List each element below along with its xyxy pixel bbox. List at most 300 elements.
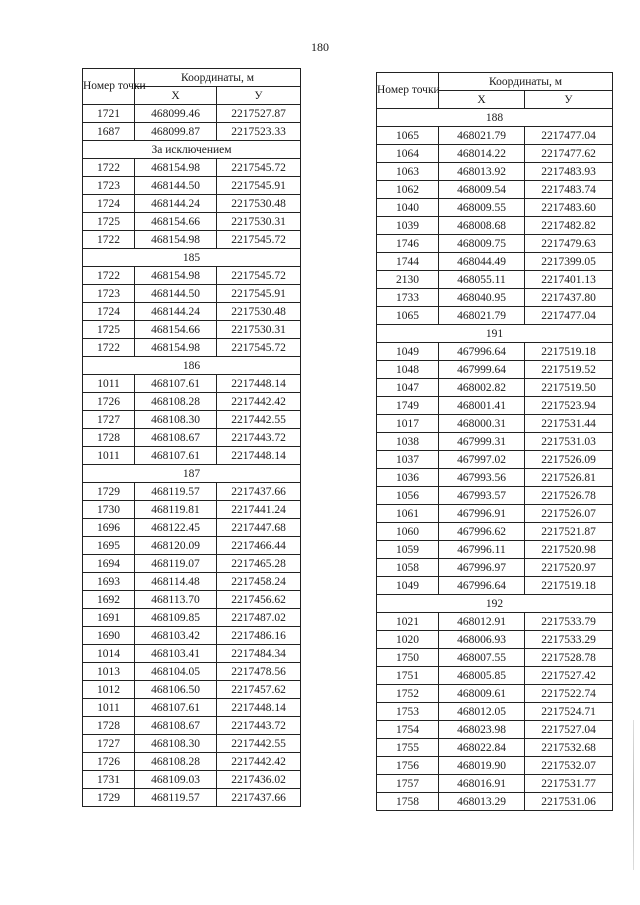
table-row (83, 285, 301, 303)
x-coordinate-cell: 468009.75 (439, 235, 525, 253)
y-coordinate-cell: 2217483.74 (525, 181, 613, 199)
y-coordinate-cell: 2217527.04 (525, 721, 613, 739)
table-row (377, 361, 613, 379)
point-number-cell: 1757 (377, 775, 439, 793)
point-number-cell: 1060 (377, 523, 439, 541)
point-number-cell: 1731 (83, 771, 135, 789)
x-coordinate-cell: 468108.67 (135, 429, 217, 447)
table-row (377, 127, 613, 145)
point-number-cell: 1011 (83, 447, 135, 465)
x-coordinate-cell: 467996.91 (439, 505, 525, 523)
table-row (377, 433, 613, 451)
x-coordinate-cell: 468009.55 (439, 199, 525, 217)
x-coordinate-cell: 468007.55 (439, 649, 525, 667)
page-number: 180 (311, 40, 329, 54)
y-coordinate-cell: 2217448.14 (217, 447, 301, 465)
section-label: 185 (83, 249, 301, 267)
table-row (83, 339, 301, 357)
y-coordinate-cell: 2217478.56 (217, 663, 301, 681)
table-row (83, 447, 301, 465)
section-label: 186 (83, 357, 301, 375)
y-coordinate-cell: 2217526.81 (525, 469, 613, 487)
y-coordinate-cell: 2217466.44 (217, 537, 301, 555)
y-coordinate-cell: 2217436.02 (217, 771, 301, 789)
point-number-cell: 1753 (377, 703, 439, 721)
x-coordinate-cell: 468099.46 (135, 105, 217, 123)
section-row (83, 249, 301, 267)
x-coordinate-cell: 468040.95 (439, 289, 525, 307)
x-column-header: Х (439, 91, 525, 109)
y-coordinate-cell: 2217484.34 (217, 645, 301, 663)
table-row (377, 757, 613, 775)
y-coordinate-cell: 2217447.68 (217, 519, 301, 537)
y-coordinate-cell: 2217545.72 (217, 339, 301, 357)
y-coordinate-cell: 2217437.66 (217, 789, 301, 807)
table-row (83, 483, 301, 501)
table-row (377, 163, 613, 181)
y-coordinate-cell: 2217530.48 (217, 303, 301, 321)
section-row (377, 109, 613, 127)
y-coordinate-cell: 2217523.94 (525, 397, 613, 415)
point-number-cell: 1725 (83, 213, 135, 231)
point-number-cell: 1755 (377, 739, 439, 757)
table-row (83, 501, 301, 519)
x-coordinate-cell: 468002.82 (439, 379, 525, 397)
y-coordinate-cell: 2217532.68 (525, 739, 613, 757)
table-row (83, 645, 301, 663)
table-body (377, 109, 613, 811)
point-number-cell: 1014 (83, 645, 135, 663)
table-row (83, 177, 301, 195)
y-coordinate-cell: 2217457.62 (217, 681, 301, 699)
y-column-header: У (217, 87, 301, 105)
x-coordinate-cell: 467997.02 (439, 451, 525, 469)
x-coordinate-cell: 468154.66 (135, 213, 217, 231)
y-coordinate-cell: 2217487.02 (217, 609, 301, 627)
x-coordinate-cell: 468104.05 (135, 663, 217, 681)
x-coordinate-cell: 468055.11 (439, 271, 525, 289)
x-coordinate-cell: 468109.03 (135, 771, 217, 789)
table-row (377, 739, 613, 757)
x-coordinate-cell: 467996.64 (439, 577, 525, 595)
y-coordinate-cell: 2217545.72 (217, 231, 301, 249)
point-number-cell: 1039 (377, 217, 439, 235)
x-coordinate-cell: 468144.24 (135, 195, 217, 213)
point-number-cell: 1047 (377, 379, 439, 397)
table-row (377, 397, 613, 415)
y-coordinate-cell: 2217520.97 (525, 559, 613, 577)
x-coordinate-cell: 468144.50 (135, 177, 217, 195)
coordinates-header: Координаты, м (135, 69, 301, 87)
coordinates-header: Координаты, м (439, 73, 613, 91)
point-number-cell: 1056 (377, 487, 439, 505)
table-row (83, 267, 301, 285)
point-number-cell: 1036 (377, 469, 439, 487)
x-coordinate-cell: 468109.85 (135, 609, 217, 627)
table-row (83, 105, 301, 123)
y-coordinate-cell: 2217482.82 (525, 217, 613, 235)
table-row (83, 609, 301, 627)
y-coordinate-cell: 2217442.42 (217, 393, 301, 411)
y-coordinate-cell: 2217486.16 (217, 627, 301, 645)
x-coordinate-cell: 468108.30 (135, 411, 217, 429)
point-number-cell: 1725 (83, 321, 135, 339)
x-coordinate-cell: 468021.79 (439, 127, 525, 145)
table-row (377, 487, 613, 505)
table-row (83, 213, 301, 231)
x-coordinate-cell: 467996.64 (439, 343, 525, 361)
point-number-cell: 1723 (83, 177, 135, 195)
section-label: 188 (377, 109, 613, 127)
y-coordinate-cell: 2217527.87 (217, 105, 301, 123)
point-number-cell: 1061 (377, 505, 439, 523)
section-row (83, 357, 301, 375)
x-coordinate-cell: 468006.93 (439, 631, 525, 649)
table-row (83, 735, 301, 753)
y-coordinate-cell: 2217401.13 (525, 271, 613, 289)
y-coordinate-cell: 2217443.72 (217, 717, 301, 735)
x-coordinate-cell: 468120.09 (135, 537, 217, 555)
point-number-cell: 1730 (83, 501, 135, 519)
table-row (83, 555, 301, 573)
section-label: 187 (83, 465, 301, 483)
x-coordinate-cell: 468103.41 (135, 645, 217, 663)
x-coordinate-cell: 468009.54 (439, 181, 525, 199)
x-coordinate-cell: 468107.61 (135, 375, 217, 393)
point-number-cell: 1726 (83, 753, 135, 771)
section-label: 192 (377, 595, 613, 613)
point-number-cell: 1733 (377, 289, 439, 307)
x-coordinate-cell: 468122.45 (135, 519, 217, 537)
point-number-cell: 1038 (377, 433, 439, 451)
x-coordinate-cell: 468044.49 (439, 253, 525, 271)
x-coordinate-cell: 468119.07 (135, 555, 217, 573)
point-number-cell: 1021 (377, 613, 439, 631)
point-number-cell: 1049 (377, 577, 439, 595)
table-row (83, 591, 301, 609)
y-coordinate-cell: 2217545.72 (217, 159, 301, 177)
section-row (377, 325, 613, 343)
section-row (83, 465, 301, 483)
point-number-cell: 1011 (83, 699, 135, 717)
x-coordinate-cell: 468005.85 (439, 667, 525, 685)
x-coordinate-cell: 468119.57 (135, 483, 217, 501)
y-coordinate-cell: 2217437.66 (217, 483, 301, 501)
x-coordinate-cell: 468119.81 (135, 501, 217, 519)
x-coordinate-cell: 468108.67 (135, 717, 217, 735)
x-coordinate-cell: 468114.48 (135, 573, 217, 591)
table-row (377, 667, 613, 685)
point-number-cell: 1048 (377, 361, 439, 379)
table-row (83, 429, 301, 447)
y-coordinate-cell: 2217399.05 (525, 253, 613, 271)
y-coordinate-cell: 2217443.72 (217, 429, 301, 447)
y-coordinate-cell: 2217530.31 (217, 321, 301, 339)
table-row (377, 577, 613, 595)
table-row (83, 771, 301, 789)
table-row (377, 559, 613, 577)
coordinates-table-left (82, 68, 301, 807)
point-number-cell: 1687 (83, 123, 135, 141)
y-coordinate-cell: 2217477.04 (525, 127, 613, 145)
table-row (377, 289, 613, 307)
point-number-cell: 1749 (377, 397, 439, 415)
table-row (377, 253, 613, 271)
y-coordinate-cell: 2217526.78 (525, 487, 613, 505)
y-coordinate-cell: 2217530.48 (217, 195, 301, 213)
point-number-cell: 1012 (83, 681, 135, 699)
y-coordinate-cell: 2217448.14 (217, 699, 301, 717)
x-coordinate-cell: 468001.41 (439, 397, 525, 415)
point-number-cell: 1013 (83, 663, 135, 681)
x-coordinate-cell: 468099.87 (135, 123, 217, 141)
x-coordinate-cell: 468103.42 (135, 627, 217, 645)
point-number-cell: 1011 (83, 375, 135, 393)
x-coordinate-cell: 468106.50 (135, 681, 217, 699)
table-row (83, 663, 301, 681)
table-row (377, 415, 613, 433)
x-coordinate-cell: 468016.91 (439, 775, 525, 793)
table-row (377, 649, 613, 667)
point-number-cell: 1722 (83, 231, 135, 249)
x-coordinate-cell: 467999.64 (439, 361, 525, 379)
table-row (377, 703, 613, 721)
x-coordinate-cell: 467993.57 (439, 487, 525, 505)
table-row (83, 753, 301, 771)
x-coordinate-cell: 468107.61 (135, 699, 217, 717)
point-number-cell: 1750 (377, 649, 439, 667)
point-number-cell: 1746 (377, 235, 439, 253)
x-coordinate-cell: 467996.11 (439, 541, 525, 559)
y-coordinate-cell: 2217545.91 (217, 285, 301, 303)
point-number-cell: 2130 (377, 271, 439, 289)
table-row (377, 343, 613, 361)
table-row (377, 271, 613, 289)
table-row (83, 519, 301, 537)
x-coordinate-cell: 468154.98 (135, 231, 217, 249)
table-row (83, 231, 301, 249)
table-row (377, 523, 613, 541)
y-coordinate-cell: 2217442.55 (217, 411, 301, 429)
x-coordinate-cell: 468108.28 (135, 753, 217, 771)
point-number-cell: 1037 (377, 451, 439, 469)
point-number-cell: 1729 (83, 483, 135, 501)
point-number-cell: 1751 (377, 667, 439, 685)
point-number-cell: 1729 (83, 789, 135, 807)
y-coordinate-cell: 2217483.60 (525, 199, 613, 217)
y-coordinate-cell: 2217477.62 (525, 145, 613, 163)
point-number-header: Номер точки (377, 73, 439, 109)
section-label: 191 (377, 325, 613, 343)
point-number-cell: 1696 (83, 519, 135, 537)
x-coordinate-cell: 468014.22 (439, 145, 525, 163)
y-coordinate-cell: 2217524.71 (525, 703, 613, 721)
point-number-cell: 1722 (83, 339, 135, 357)
table-row (83, 573, 301, 591)
y-coordinate-cell: 2217465.28 (217, 555, 301, 573)
x-coordinate-cell: 468013.92 (439, 163, 525, 181)
x-coordinate-cell: 468107.61 (135, 447, 217, 465)
x-coordinate-cell: 468009.61 (439, 685, 525, 703)
y-coordinate-cell: 2217526.09 (525, 451, 613, 469)
table-row (377, 505, 613, 523)
point-number-cell: 1695 (83, 537, 135, 555)
x-coordinate-cell: 467996.62 (439, 523, 525, 541)
point-number-cell: 1724 (83, 303, 135, 321)
y-column-header: У (525, 91, 613, 109)
table-row (83, 159, 301, 177)
point-number-cell: 1721 (83, 105, 135, 123)
table-row (377, 541, 613, 559)
point-number-cell: 1692 (83, 591, 135, 609)
point-number-cell: 1758 (377, 793, 439, 811)
point-number-cell: 1040 (377, 199, 439, 217)
x-coordinate-cell: 468154.66 (135, 321, 217, 339)
table-row (377, 793, 613, 811)
coordinates-table-right (376, 72, 613, 811)
y-coordinate-cell: 2217531.44 (525, 415, 613, 433)
x-coordinate-cell: 467996.97 (439, 559, 525, 577)
x-coordinate-cell: 468000.31 (439, 415, 525, 433)
x-coordinate-cell: 468012.91 (439, 613, 525, 631)
x-coordinate-cell: 468019.90 (439, 757, 525, 775)
point-number-cell: 1754 (377, 721, 439, 739)
table-row (83, 789, 301, 807)
y-coordinate-cell: 2217528.78 (525, 649, 613, 667)
table-row (377, 307, 613, 325)
y-coordinate-cell: 2217530.31 (217, 213, 301, 231)
point-number-cell: 1049 (377, 343, 439, 361)
table-row (83, 123, 301, 141)
table-row (83, 303, 301, 321)
scan-edge-mark (633, 720, 634, 870)
y-coordinate-cell: 2217531.06 (525, 793, 613, 811)
x-coordinate-cell: 467999.31 (439, 433, 525, 451)
y-coordinate-cell: 2217521.87 (525, 523, 613, 541)
y-coordinate-cell: 2217533.79 (525, 613, 613, 631)
y-coordinate-cell: 2217441.24 (217, 501, 301, 519)
table-row (377, 217, 613, 235)
table-row (83, 699, 301, 717)
y-coordinate-cell: 2217519.52 (525, 361, 613, 379)
point-number-cell: 1065 (377, 307, 439, 325)
x-coordinate-cell: 468021.79 (439, 307, 525, 325)
point-number-cell: 1726 (83, 393, 135, 411)
point-number-cell: 1059 (377, 541, 439, 559)
point-number-cell: 1063 (377, 163, 439, 181)
y-coordinate-cell: 2217531.77 (525, 775, 613, 793)
x-coordinate-cell: 468144.24 (135, 303, 217, 321)
table-row (377, 721, 613, 739)
y-coordinate-cell: 2217477.04 (525, 307, 613, 325)
y-coordinate-cell: 2217479.63 (525, 235, 613, 253)
point-number-cell: 1690 (83, 627, 135, 645)
table-row (83, 627, 301, 645)
y-coordinate-cell: 2217519.18 (525, 577, 613, 595)
section-row (377, 595, 613, 613)
table-row (377, 199, 613, 217)
x-coordinate-cell: 468144.50 (135, 285, 217, 303)
y-coordinate-cell: 2217533.29 (525, 631, 613, 649)
table-row (377, 379, 613, 397)
point-number-cell: 1693 (83, 573, 135, 591)
point-number-cell: 1020 (377, 631, 439, 649)
x-coordinate-cell: 468022.84 (439, 739, 525, 757)
x-coordinate-cell: 468023.98 (439, 721, 525, 739)
x-column-header: Х (135, 87, 217, 105)
table-row (377, 775, 613, 793)
table-row (377, 469, 613, 487)
section-label: За исключением (83, 141, 301, 159)
y-coordinate-cell: 2217437.80 (525, 289, 613, 307)
x-coordinate-cell: 468108.28 (135, 393, 217, 411)
table-body (83, 105, 301, 807)
table-row (377, 631, 613, 649)
table-row (377, 613, 613, 631)
table-row (377, 451, 613, 469)
x-coordinate-cell: 468154.98 (135, 339, 217, 357)
y-coordinate-cell: 2217458.24 (217, 573, 301, 591)
table-row (83, 195, 301, 213)
y-coordinate-cell: 2217545.72 (217, 267, 301, 285)
y-coordinate-cell: 2217532.07 (525, 757, 613, 775)
point-number-cell: 1723 (83, 285, 135, 303)
x-coordinate-cell: 468113.70 (135, 591, 217, 609)
x-coordinate-cell: 468154.98 (135, 159, 217, 177)
y-coordinate-cell: 2217448.14 (217, 375, 301, 393)
table-row (377, 145, 613, 163)
table-row (377, 685, 613, 703)
x-coordinate-cell: 467993.56 (439, 469, 525, 487)
y-coordinate-cell: 2217519.50 (525, 379, 613, 397)
x-coordinate-cell: 468108.30 (135, 735, 217, 753)
y-coordinate-cell: 2217523.33 (217, 123, 301, 141)
point-number-cell: 1722 (83, 267, 135, 285)
point-number-cell: 1724 (83, 195, 135, 213)
y-coordinate-cell: 2217545.91 (217, 177, 301, 195)
y-coordinate-cell: 2217483.93 (525, 163, 613, 181)
point-number-cell: 1065 (377, 127, 439, 145)
y-coordinate-cell: 2217526.07 (525, 505, 613, 523)
table-row (83, 321, 301, 339)
y-coordinate-cell: 2217531.03 (525, 433, 613, 451)
point-number-cell: 1728 (83, 717, 135, 735)
y-coordinate-cell: 2217520.98 (525, 541, 613, 559)
y-coordinate-cell: 2217522.74 (525, 685, 613, 703)
x-coordinate-cell: 468154.98 (135, 267, 217, 285)
point-number-cell: 1017 (377, 415, 439, 433)
table-row (83, 411, 301, 429)
y-coordinate-cell: 2217456.62 (217, 591, 301, 609)
x-coordinate-cell: 468119.57 (135, 789, 217, 807)
point-number-cell: 1728 (83, 429, 135, 447)
table-row (83, 537, 301, 555)
section-row (83, 141, 301, 159)
table-row (377, 181, 613, 199)
table-row (83, 681, 301, 699)
table-row (83, 393, 301, 411)
x-coordinate-cell: 468012.05 (439, 703, 525, 721)
point-number-cell: 1727 (83, 411, 135, 429)
point-number-cell: 1691 (83, 609, 135, 627)
point-number-cell: 1722 (83, 159, 135, 177)
y-coordinate-cell: 2217442.55 (217, 735, 301, 753)
table-row (377, 235, 613, 253)
point-number-cell: 1694 (83, 555, 135, 573)
point-number-cell: 1058 (377, 559, 439, 577)
point-number-cell: 1752 (377, 685, 439, 703)
y-coordinate-cell: 2217527.42 (525, 667, 613, 685)
